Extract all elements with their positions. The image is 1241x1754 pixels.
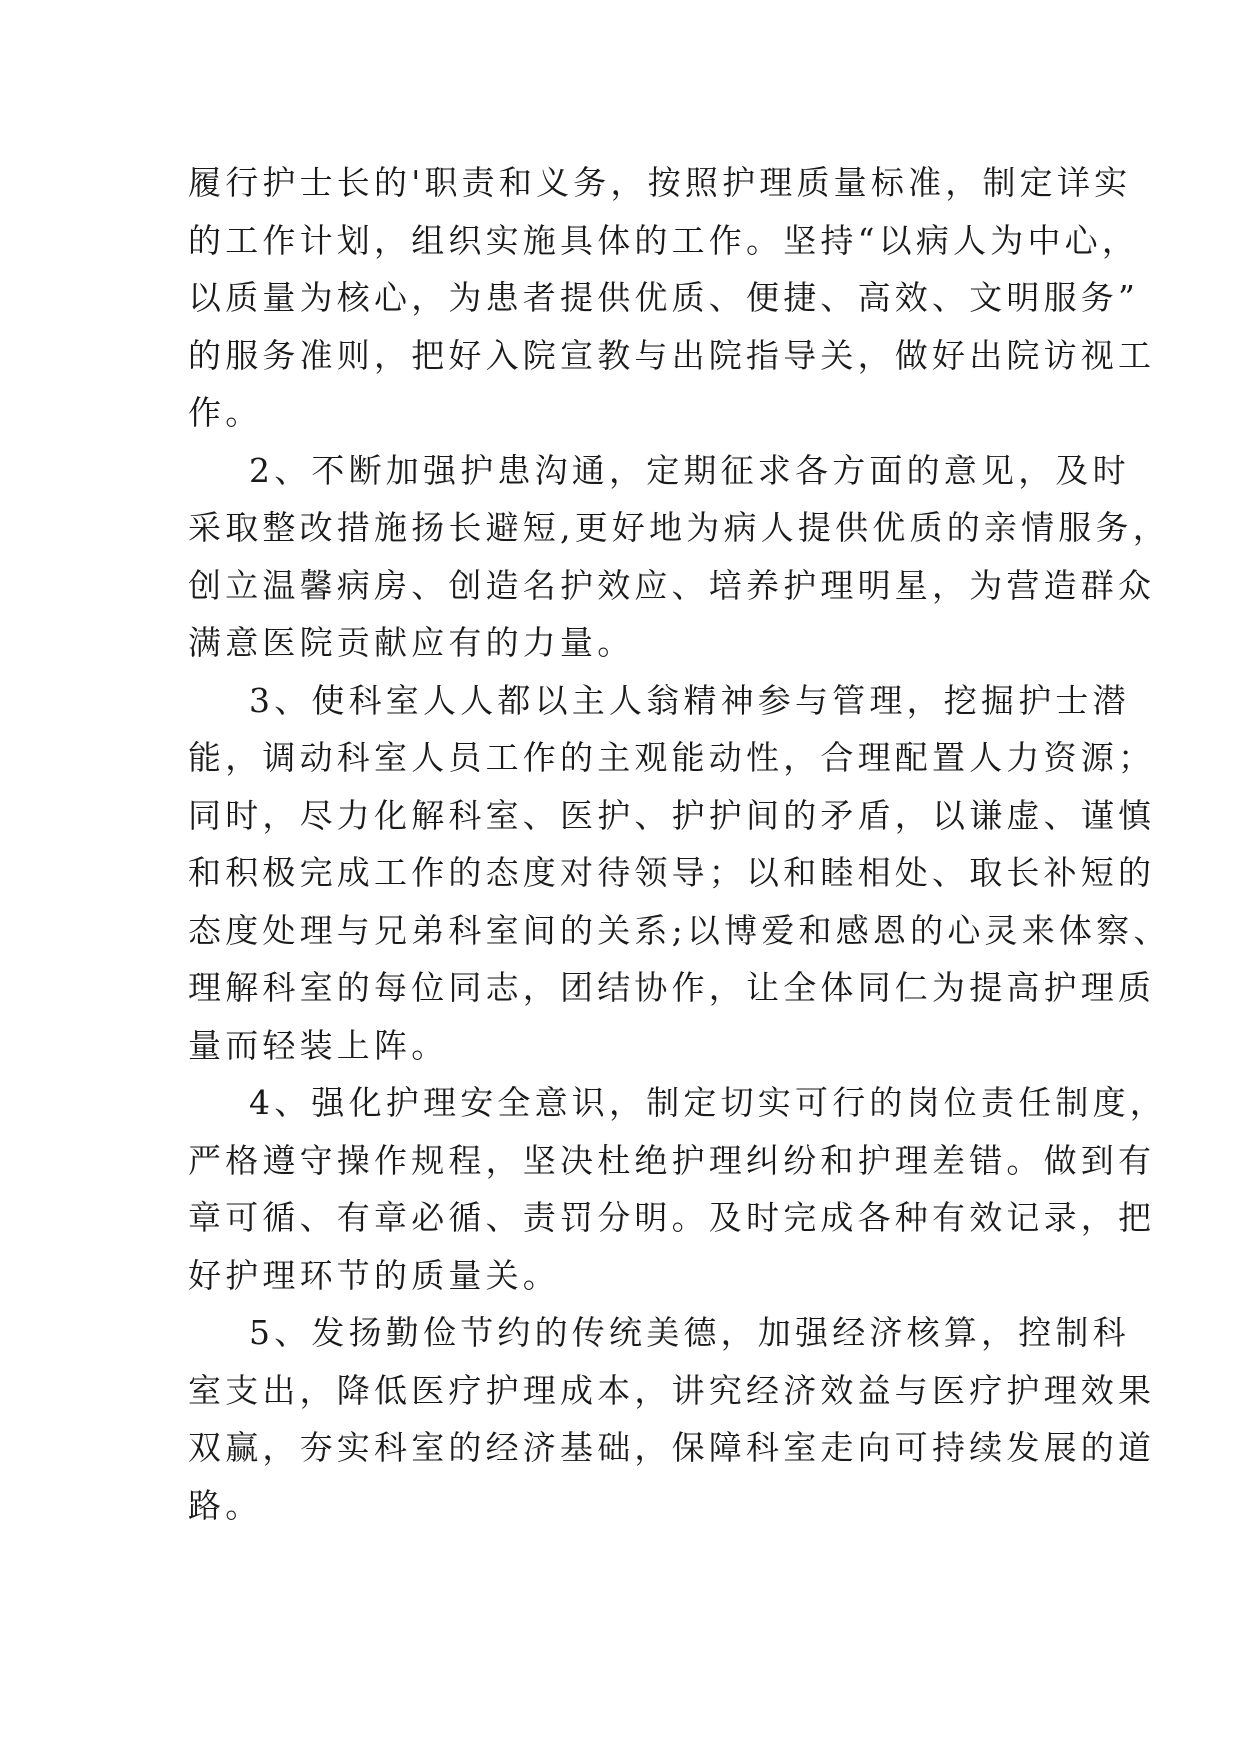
- text-line: 2、不断加强护患沟通，定期征求各方面的意见，及时: [249, 450, 1130, 490]
- document-body: [188, 154, 1171, 1534]
- text-line: 的工作计划，组织实施具体的工作。坚持“以病人为中心，: [188, 220, 1140, 260]
- text-line: 履行护士长的'职责和义务，按照护理质量标准，制定详实: [188, 163, 1132, 202]
- text-line: 理解科室的每位同志，团结协作，让全体同仁为提高护理质: [188, 968, 1156, 1007]
- text-line: 满意医院贡献应有的力量。: [188, 623, 635, 662]
- text-line: 严格遵守操作规程，坚决杜绝护理纠纷和护理差错。做到有: [188, 1140, 1156, 1180]
- text-line: 采取整改措施扬长避短,更好地为病人提供优质的亲情服务，: [188, 508, 1170, 547]
- paragraph-2: [188, 442, 1170, 672]
- text-line: 量而轻装上阵。: [188, 1025, 449, 1065]
- text-line: 同时，尽力化解科室、医护、护护间的矛盾，以谦虚、谨慎: [188, 795, 1156, 835]
- text-line: 以质量为核心，为患者提供优质、便捷、高效、文明服务”: [188, 278, 1140, 317]
- text-line: 4、强化护理安全意识，制定切实可行的岗位责任制度，: [249, 1083, 1167, 1122]
- text-line: 3、使科室人人都以主人翁精神参与管理，挖掘护士潜: [249, 680, 1130, 720]
- paragraph-4: [188, 1074, 1167, 1304]
- text-line: 室支出，降低医疗护理成本，讲究经济效益与医疗护理效果: [188, 1370, 1156, 1410]
- paragraph-1: [188, 154, 1156, 442]
- text-line: 双赢，夯实科室的经济基础，保障科室走向可持续发展的道: [188, 1428, 1156, 1467]
- text-line: 好护理环节的质量关。: [188, 1255, 560, 1295]
- text-line: 路。: [188, 1485, 263, 1525]
- text-line: 的服务准则，把好入院宣教与出院指导关，做好出院访视工: [188, 335, 1156, 375]
- text-line: 能，调动科室人员工作的主观能动性，合理配置人力资源；: [188, 738, 1156, 777]
- text-line: 章可循、有章必循、责罚分明。及时完成各种有效记录，把: [188, 1198, 1156, 1237]
- text-line: 作。: [188, 393, 263, 432]
- text-line: 5、发扬勤俭节约的传统美德，加强经济核算，控制科: [249, 1313, 1130, 1352]
- text-line: 态度处理与兄弟科室间的关系;以博爱和感恩的心灵来体察、: [188, 910, 1171, 950]
- paragraph-5: [188, 1304, 1156, 1534]
- paragraph-3: [188, 672, 1171, 1075]
- text-line: 和积极完成工作的态度对待领导；以和睦相处、取长补短的: [188, 853, 1156, 892]
- text-line: 创立温馨病房、创造名护效应、培养护理明星，为营造群众: [188, 565, 1156, 605]
